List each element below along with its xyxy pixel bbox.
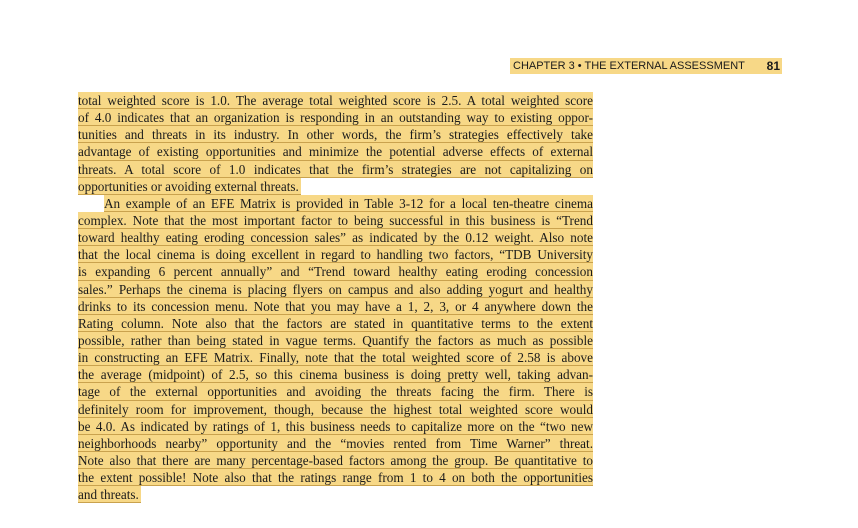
text-line: sales.” Perhaps the cinema is placing flyers on campus and also adding yogurt and healthy	[78, 281, 593, 297]
text-line: toward healthy eating eroding concession sales” as indicated by the 0.12 weight. Also note	[78, 230, 593, 246]
text-line-paragraph-start	[78, 195, 593, 212]
text-line: tage of the external opportunities and avoiding the threats facing the firm. There is	[78, 384, 593, 400]
text-line: Note also that there are many percentage-based factors among the group. Be quantitative to	[78, 452, 593, 468]
text-line: Rating column. Note also that the factors are stated in quantitative terms to the extent	[78, 315, 593, 331]
text-line: definitely room for improvement, though, because the highest total weighted score would	[78, 401, 593, 417]
chapter-running-title: CHAPTER 3 • THE EXTERNAL ASSESSMENT	[513, 60, 745, 72]
text-line: neighborhoods nearby” opportunity and the “movies rented from Time Warner” threat.	[78, 435, 593, 451]
text-line: possible, rather than being stated in vague terms. Quantify the factors as much as possible	[78, 332, 593, 348]
highlight-segment: opportunities or avoiding external threats.	[78, 178, 299, 194]
text-line: in constructing an EFE Matrix. Finally, note that the total weighted score of 2.58 is above	[78, 350, 593, 366]
highlighted-body-text	[78, 92, 593, 503]
text-line: be 4.0. As indicated by ratings of 1, this business needs to capitalize more on the “two new	[78, 418, 593, 434]
text-line-paragraph-end	[78, 486, 593, 503]
highlight-segment: and threats.	[78, 487, 139, 503]
text-line: is expanding 6 percent annually” and “Trend toward healthy eating eroding concession	[78, 264, 593, 280]
page-number: 81	[766, 59, 780, 73]
text-line: threats. A total score of 1.0 indicates that the firm’s strategies are not capitalizing on	[78, 161, 593, 177]
highlight-segment: An example of an EFE Matrix is provided in Table 3-12 for a local ten-theatre cinema	[104, 195, 593, 211]
text-line-paragraph-end	[78, 178, 593, 195]
text-line: of 4.0 indicates that an organization is responding in an outstanding way to existing oppor-	[78, 110, 593, 126]
text-line: the average (midpoint) of 2.5, so this cinema business is doing pretty well, taking advan-	[78, 367, 593, 383]
text-line: the extent possible! Note also that the ratings range from 1 to 4 on both the opportunities	[78, 470, 593, 486]
text-line: drinks to its concession menu. Note that you may have a 1, 2, 3, or 4 anywhere down the	[78, 298, 593, 314]
text-line: complex. Note that the most important factor to being successful in this business is “Trend	[78, 212, 593, 228]
text-line: advantage of existing opportunities and minimize the potential adverse effects of external	[78, 144, 593, 160]
text-line: tunities and threats in its industry. In other words, the firm’s strategies effectively take	[78, 127, 593, 143]
text-line: total weighted score is 1.0. The average total weighted score is 2.5. A total weighted score	[78, 93, 593, 108]
running-header	[510, 58, 782, 74]
text-line: that the local cinema is doing excellent in regard to handling two factors, “TDB University	[78, 247, 593, 263]
